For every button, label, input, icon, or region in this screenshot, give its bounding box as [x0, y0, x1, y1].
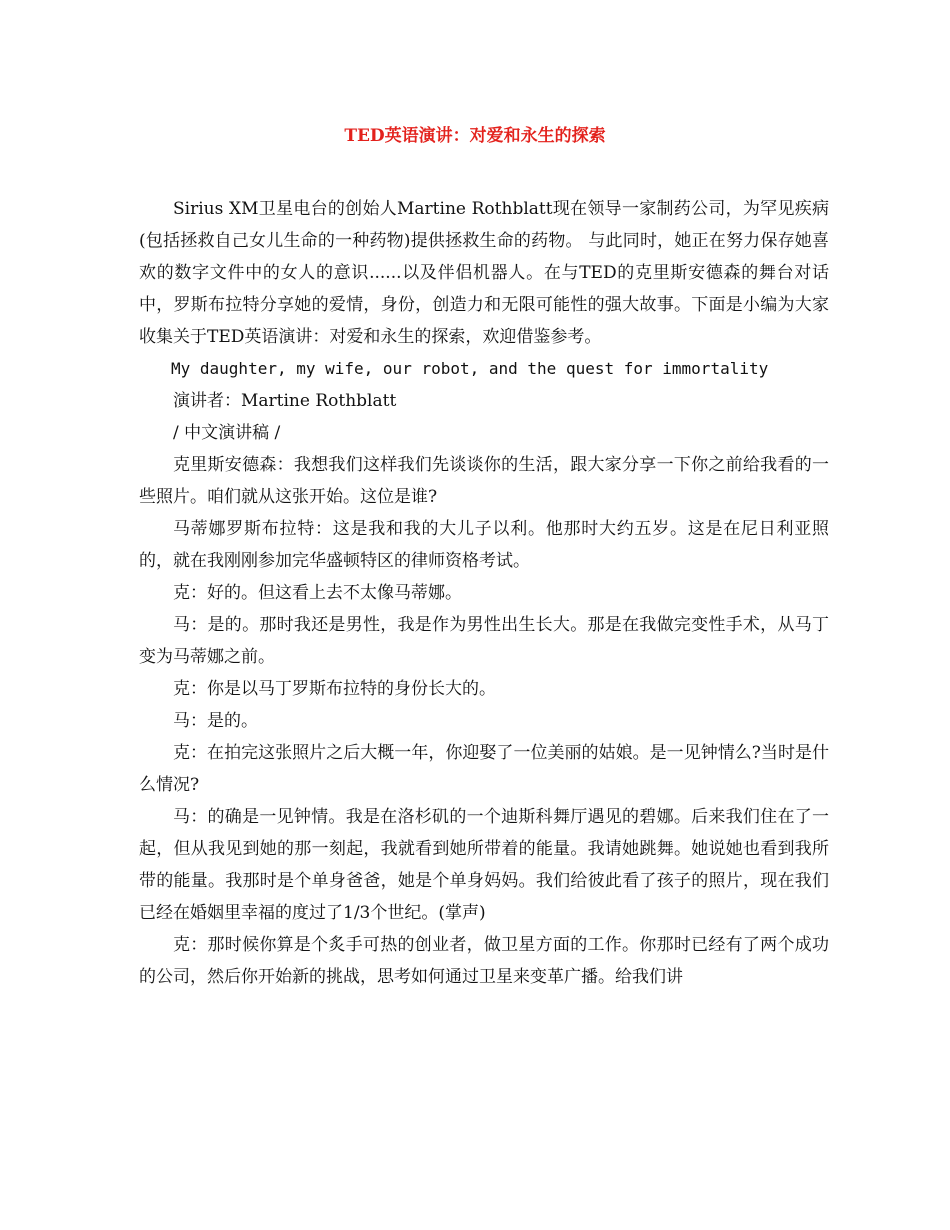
- speaker-line: 演讲者：Martine Rothblatt: [173, 391, 397, 411]
- talk-title-english: My daughter, my wife, our robot, and the quest for immortality: [171, 359, 769, 378]
- dialogue-paragraph: 克：你是以马丁罗斯布拉特的身份长大的。: [173, 679, 496, 699]
- dialogue-paragraph: 马蒂娜罗斯布拉特：这是我和我的大儿子以利。他那时大约五岁。这是在尼日利亚照的，就在我刚刚参加完华盛顿特区的律师资格考试。: [139, 519, 829, 571]
- dialogue-paragraph: 马：是的。: [173, 711, 258, 731]
- section-label: / 中文演讲稿 /: [173, 423, 281, 443]
- document-title: TED英语演讲：对爱和永生的探索: [344, 126, 606, 146]
- intro-paragraph: Sirius XM卫星电台的创始人Martine Rothblatt现在领导一家制药公司，为罕见疾病(包括拯救自己女儿生命的一种药物)提供拯救生命的药物。 与此同时，她正在努力保存她喜欢的数字文件中的女人的意识......以及伴侣机器人。在与TED的克里斯安德森的舞台对话中，罗斯布拉特分享她的爱情，身份，创造力和无限可能性的强大故事。下面是小编为大家收集关于TED英语演讲：对爱和永生的探索，欢迎借鉴参考。: [139, 199, 829, 347]
- document-body: [139, 193, 829, 993]
- dialogue-paragraph: 马：的确是一见钟情。我是在洛杉矶的一个迪斯科舞厅遇见的碧娜。后来我们住在了一起，但从我见到她的那一刻起，我就看到她所带着的能量。我请她跳舞。她说她也看到我所带的能量。我那时是个单身爸爸，她是个单身妈妈。我们给彼此看了孩子的照片，现在我们已经在婚姻里幸福的度过了1/3个世纪。(掌声): [139, 807, 829, 923]
- dialogue-paragraph: 克：好的。但这看上去不太像马蒂娜。: [173, 583, 462, 603]
- dialogue-paragraph: 马：是的。那时我还是男性，我是作为男性出生长大。那是在我做完变性手术，从马丁变为马蒂娜之前。: [139, 615, 829, 667]
- dialogue-paragraph: 克：在拍完这张照片之后大概一年，你迎娶了一位美丽的姑娘。是一见钟情么?当时是什么情况?: [139, 743, 829, 795]
- dialogue-paragraph: 克里斯安德森：我想我们这样我们先谈谈你的生活，跟大家分享一下你之前给我看的一些照片。咱们就从这张开始。这位是谁?: [139, 455, 829, 507]
- dialogue-paragraph: 克：那时候你算是个炙手可热的创业者，做卫星方面的工作。你那时已经有了两个成功的公司，然后你开始新的挑战，思考如何通过卫星来变革广播。给我们讲: [139, 935, 829, 987]
